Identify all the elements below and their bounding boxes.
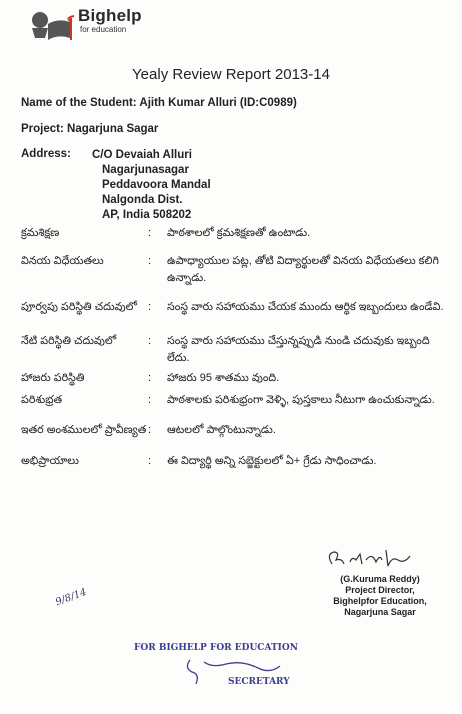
address-line: Nalgonda Dist.: [102, 194, 183, 206]
signatory-name: (G.Kuruma Reddy): [340, 574, 420, 584]
director-signature: [322, 546, 414, 572]
separator: :: [148, 255, 152, 267]
stamp-bottom-text: SECRETARY: [228, 677, 290, 687]
review-value: సంస్థ వారు సహాయము చేయక ముందు ఆర్థిక ఇబ్బందులు ఉండేవి.: [167, 301, 444, 313]
secretary-stamp: [130, 638, 300, 694]
review-label: నేటి పరిస్థితి చదువులో: [21, 335, 117, 347]
address-line: Peddavoora Mandal: [102, 179, 211, 191]
address-label: Address:: [21, 148, 71, 160]
handwritten-date: 9/8/14: [54, 586, 89, 609]
project-name: Project: Nagarjuna Sagar: [21, 123, 159, 135]
separator: :: [148, 394, 152, 406]
signatory-place: Nagarjuna Sagar: [344, 607, 416, 617]
signatory-role: Project Director,: [345, 585, 415, 595]
address-line: C/O Devaiah Alluri: [92, 149, 192, 161]
separator: :: [148, 227, 152, 239]
review-value: ఉపాధ్యాయుల పట్ల, తోటి విద్యార్థులతో వినయ విధేయతలు కలిగి ఉన్నాడు.: [167, 255, 439, 284]
separator: :: [148, 335, 152, 347]
signatory-org: Bighelpfor Education,: [333, 596, 427, 606]
review-label: పరిశుభ్రత: [21, 394, 63, 406]
stamp-top-text: FOR BIGHELP FOR EDUCATION: [134, 643, 298, 653]
address-line: AP, India 508202: [102, 209, 192, 221]
review-label: హాజరు పరిస్థితి: [21, 372, 85, 384]
student-name: Name of the Student: Ajith Kumar Alluri (ID:C0989): [21, 97, 297, 109]
review-value: పాఠశాలలో క్రమశిక్షణతో ఉంటాడు.: [167, 227, 311, 239]
brand-name: Bighelp: [78, 6, 142, 25]
separator: :: [148, 455, 152, 467]
review-label: పూర్వపు పరిస్థితి చదువులో: [21, 301, 137, 313]
review-value: హాజరు 95 శాతము వుంది.: [167, 372, 280, 384]
review-value: ఈ విద్యార్థి అన్ని సబ్జెక్టులలో ఏ+ గ్రేడు సాధించాడు.: [167, 455, 377, 467]
address-block: [92, 148, 211, 223]
brand-tagline: for education: [80, 25, 127, 34]
separator: :: [148, 424, 152, 436]
review-label: వినయ విధేయతలు: [21, 255, 104, 267]
address-line: Nagarjunasagar: [102, 164, 189, 176]
review-value: పాఠశాలకు పరిశుభ్రంగా వెళ్ళి, పుస్తకాలు నీటుగా ఉంచుకున్నాడు.: [167, 394, 435, 406]
review-label: ఇతర అంశములలో ప్రావీణ్యత: [21, 424, 147, 436]
separator: :: [148, 301, 152, 313]
review-label: క్రమశిక్షణ: [21, 227, 60, 239]
separator: :: [148, 372, 152, 384]
review-label: అభిప్రాయాలు: [21, 455, 79, 467]
review-value: సంస్థ వారు సహాయము చేస్తున్నప్పుడి నుండి చదువుకు ఇబ్బంది లేదు.: [167, 335, 430, 364]
review-value: ఆటలలో పాల్గొంటున్నాడు.: [167, 424, 276, 436]
report-title: Yealy Review Report 2013-14: [132, 66, 330, 83]
signatory-block: [310, 574, 450, 618]
